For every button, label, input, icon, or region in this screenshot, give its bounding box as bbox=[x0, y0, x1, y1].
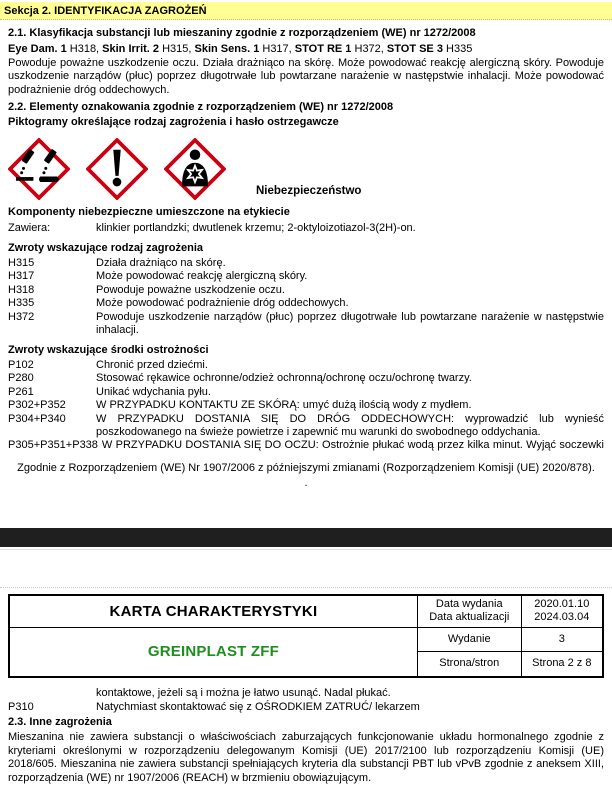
classification-segment: Eye Dam. 1 bbox=[8, 43, 67, 56]
statement-row bbox=[8, 359, 604, 372]
statement-code: H315 bbox=[8, 257, 35, 270]
classification-description: Powoduje poważne uszkodzenie oczu. Działa drażniąco na skórę. Może powodować reakcję alergiczną skóry. Powoduje uszkodzenie narządów (płuc) poprzez długotrwałe lub powtarzane narażenie w następstwie inhalacji. Może powodować podrażnienie dróg oddechowych. bbox=[8, 56, 604, 96]
statement-text: Powoduje uszkodzenie narządów (płuc) poprzez długotrwałe lub powtarzane narażenie w następstwie inhalacji. bbox=[96, 310, 604, 337]
carryover-row bbox=[8, 687, 604, 700]
classification-segment: H315, bbox=[159, 43, 195, 56]
classification-segment: STOT RE 1 bbox=[294, 43, 352, 56]
precautionary-statements-list bbox=[8, 359, 604, 453]
statement-code: H317 bbox=[8, 270, 35, 283]
update-date-value: 2024.03.04 bbox=[534, 611, 590, 624]
statement-code: P261 bbox=[8, 385, 34, 398]
statement-code: P102 bbox=[8, 358, 34, 371]
page-count-value: Strona 2 z 8 bbox=[521, 651, 603, 677]
date-labels-cell bbox=[417, 595, 521, 627]
issue-date-value: 2020.01.10 bbox=[534, 598, 590, 611]
statement-text: Powoduje poważne uszkodzenie oczu. bbox=[96, 283, 285, 296]
statement-row bbox=[8, 311, 604, 338]
heading-2-1: 2.1. Klasyfikacja substancji lub mieszaniny zgodnie z rozporządzeniem (WE) nr 1272/2008 bbox=[8, 27, 476, 39]
update-date-label: Data aktualizacji bbox=[429, 611, 510, 624]
statement-code: P305+P351+P338 bbox=[8, 439, 98, 452]
pictograms-heading: Piktogramy określające rodzaj zagrożenia i hasło ostrzegawcze bbox=[8, 116, 339, 129]
statement-row bbox=[8, 257, 604, 270]
classification-segment: STOT SE 3 bbox=[386, 43, 443, 56]
contains-value: klinkier portlandzki; dwutlenek krzemu; 2-oktyloizotiazol-3(2H)-on. bbox=[96, 222, 416, 235]
contains-label: Zawiera: bbox=[8, 222, 51, 235]
regulation-note: Zgodnie z Rozporządzeniem (WE) Nr 1907/2006 z późniejszymi zmianami (Rozporządzeniem Komisji (UE) 2020/878). bbox=[17, 461, 595, 474]
precautionary-statements-heading: Zwroty wskazujące środki ostrożności bbox=[8, 343, 209, 356]
classification-segment: Skin Sens. 1 bbox=[194, 43, 260, 56]
classification-segment: H318, bbox=[66, 43, 103, 56]
heading-2-3: 2.3. Inne zagrożenia bbox=[8, 715, 112, 728]
statement-text: Może powodować reakcję alergiczną skóry. bbox=[96, 270, 308, 283]
hazard-statements-list bbox=[8, 257, 604, 337]
statement-row bbox=[8, 372, 604, 385]
p310-code: P310 bbox=[8, 700, 34, 713]
page-separator-bar bbox=[0, 528, 612, 547]
page-edge-dotted-line bbox=[0, 587, 612, 588]
statement-row bbox=[8, 270, 604, 283]
statement-text: Działa drażniąco na skórę. bbox=[96, 257, 226, 270]
statement-text: Stosować rękawice ochronne/odzież ochronną/ochronę oczu/ochronę twarzy. bbox=[96, 372, 472, 385]
edition-label: Wydanie bbox=[417, 627, 521, 651]
statement-code: H372 bbox=[8, 310, 35, 323]
classification-segment: H372, bbox=[351, 43, 387, 56]
carryover-text: kontaktowe, jeżeli są i można je łatwo usunąć. Nadal płukać. bbox=[96, 687, 391, 700]
pictogram-row bbox=[8, 137, 604, 200]
signal-word: Niebezpieczeństwo bbox=[256, 185, 362, 198]
statement-text: Unikać wdychania pyłu. bbox=[96, 385, 211, 398]
section-2-header: Sekcja 2. IDENTYFIKACJA ZAGROŻEŃ bbox=[0, 2, 612, 20]
document-header-table bbox=[8, 594, 604, 678]
ghs08-health-hazard-icon bbox=[164, 138, 226, 200]
heading-2-2: 2.2. Elementy oznakowania zgodnie z rozporządzeniem (WE) nr 1272/2008 bbox=[8, 101, 394, 114]
statement-row bbox=[8, 297, 604, 310]
statement-row bbox=[8, 386, 604, 399]
classification-segment: Skin Irrit. 2 bbox=[102, 43, 160, 56]
hazard-statements-heading: Zwroty wskazujące rodzaj zagrożenia bbox=[8, 241, 204, 254]
separator-hairline bbox=[0, 549, 612, 550]
p310-text: Natychmiast skontaktować się z OŚRODKIEM ZATRUĆ/ lekarzem bbox=[96, 700, 420, 713]
stray-dot: . bbox=[304, 477, 308, 490]
statement-text: Może powodować podrażnienie dróg oddechowych. bbox=[96, 297, 349, 310]
page-count-label: Strona/stron bbox=[417, 651, 521, 677]
statement-row bbox=[8, 439, 604, 452]
statement-text: Chronić przed dziećmi. bbox=[96, 358, 208, 371]
statement-code: P302+P352 bbox=[8, 399, 66, 412]
classification-segment: H317, bbox=[259, 43, 295, 56]
statement-text: W PRZYPADKU DOSTANIA SIĘ DO DRÓG ODDECHOWYCH: wyprowadzić lub wynieść poszkodowanego na świeże powietrze i zapewnić mu warunki do swobodnego oddychania. bbox=[96, 412, 604, 438]
product-name: GREINPLAST ZFF bbox=[9, 627, 417, 677]
statement-code: P304+P340 bbox=[8, 412, 66, 425]
ghs07-exclamation-mark-icon bbox=[86, 138, 148, 200]
statement-text: W PRZYPADKU DOSTANIA SIĘ DO OCZU: Ostrożnie płukać wodą przez kilka minut. Wyjąć soczewki bbox=[101, 439, 604, 452]
statement-row bbox=[8, 413, 604, 440]
statement-text: W PRZYPADKU KONTAKTU ZE SKÓRĄ: umyć dużą ilością wody z mydłem. bbox=[96, 399, 472, 412]
statement-row bbox=[8, 399, 604, 412]
components-heading: Komponenty niebezpieczne umieszczone na etykiecie bbox=[8, 205, 290, 218]
document-title: KARTA CHARAKTERYSTYKI bbox=[9, 595, 417, 627]
classification-segment: H335 bbox=[442, 43, 473, 56]
date-values-cell bbox=[521, 595, 603, 627]
statement-code: H335 bbox=[8, 297, 35, 310]
p310-row bbox=[8, 701, 604, 714]
statement-row bbox=[8, 284, 604, 297]
other-hazards-text: Mieszanina nie zawiera substancji o właściwościach zaburzających funkcjonowanie układu hormonalnego zgodnie z kryteriami określonymi w rozporządzeniu delegowanym Komisji (UE) 2017/2100 lub rozporządzeniu Komisji (UE) 2018/605. Mieszanina nie zawiera substancji spełniających kryteria dla substancji PBT lub vPvB zgodnie z aneksem XIII, rozporządzenia (WE) nr 1907/2006 (REACH) w brzmieniu obowiązującym. bbox=[8, 731, 604, 784]
ghs05-corrosion-icon bbox=[8, 138, 70, 200]
classification-line bbox=[8, 43, 604, 56]
statement-code: H318 bbox=[8, 283, 35, 296]
issue-date-label: Data wydania bbox=[435, 598, 503, 611]
statement-code: P280 bbox=[8, 372, 34, 385]
edition-value: 3 bbox=[521, 627, 603, 651]
contains-row bbox=[8, 222, 604, 235]
